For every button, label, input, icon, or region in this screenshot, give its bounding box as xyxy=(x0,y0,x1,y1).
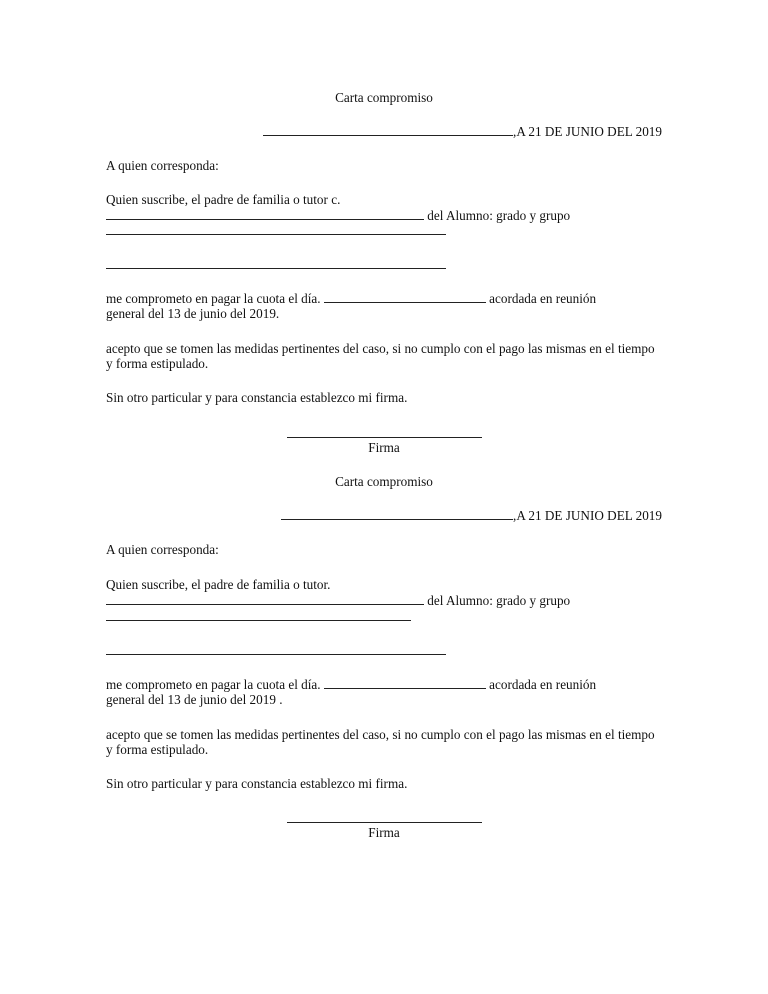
alumno-text: del Alumno: grado y grupo xyxy=(427,208,571,223)
intro-text: Quien suscribe, el padre de familia o tutor c. xyxy=(106,192,341,207)
signature-blank[interactable] xyxy=(287,822,482,823)
payment-prefix: me comprometo en pagar la cuota el día. xyxy=(106,677,324,692)
intro-text: Quien suscribe, el padre de familia o tutor. xyxy=(106,577,331,592)
grade-group-blank[interactable] xyxy=(106,268,446,269)
student-name-blank[interactable] xyxy=(106,234,446,235)
alumno-line xyxy=(106,208,570,223)
payment-line-2: general del 13 de junio del 2019. xyxy=(106,306,280,321)
place-blank[interactable] xyxy=(281,508,513,520)
accept-text: acepto que se tomen las medidas pertinentes del caso, si no cumplo con el pago las mismas en el tiempo y forma estipulado. xyxy=(106,341,655,371)
payment-date-blank[interactable] xyxy=(324,677,486,689)
date-text: ,A 21 DE JUNIO DEL 2019 xyxy=(513,124,662,139)
signature-label: Firma xyxy=(368,440,400,455)
letter-title: Carta compromiso xyxy=(335,90,433,105)
accept-text: acepto que se tomen las medidas pertinentes del caso, si no cumplo con el pago las mismas en el tiempo y forma estipulado. xyxy=(106,727,655,757)
greeting: A quien corresponda: xyxy=(106,542,219,557)
student-name-blank[interactable] xyxy=(106,620,411,621)
payment-date-blank[interactable] xyxy=(324,291,486,303)
signature-blank[interactable] xyxy=(287,437,482,438)
tutor-name-blank[interactable] xyxy=(106,208,424,220)
payment-suffix: acordada en reunión xyxy=(485,291,597,306)
payment-line xyxy=(106,677,596,692)
tutor-name-blank[interactable] xyxy=(106,593,424,605)
date-line xyxy=(281,508,662,523)
payment-suffix: acordada en reunión xyxy=(485,677,597,692)
closing-text: Sin otro particular y para constancia establezco mi firma. xyxy=(106,390,408,405)
date-text: ,A 21 DE JUNIO DEL 2019 xyxy=(513,508,662,523)
greeting: A quien corresponda: xyxy=(106,158,219,173)
closing-text: Sin otro particular y para constancia establezco mi firma. xyxy=(106,776,408,791)
alumno-text: del Alumno: grado y grupo xyxy=(427,593,571,608)
letter-title: Carta compromiso xyxy=(335,474,433,489)
place-blank[interactable] xyxy=(263,124,513,136)
signature-label: Firma xyxy=(368,825,400,840)
grade-group-blank[interactable] xyxy=(106,654,446,655)
alumno-line xyxy=(106,593,570,608)
payment-line-2: general del 13 de junio del 2019 . xyxy=(106,692,283,707)
payment-prefix: me comprometo en pagar la cuota el día. xyxy=(106,291,324,306)
payment-line xyxy=(106,291,596,306)
date-line xyxy=(263,124,662,139)
